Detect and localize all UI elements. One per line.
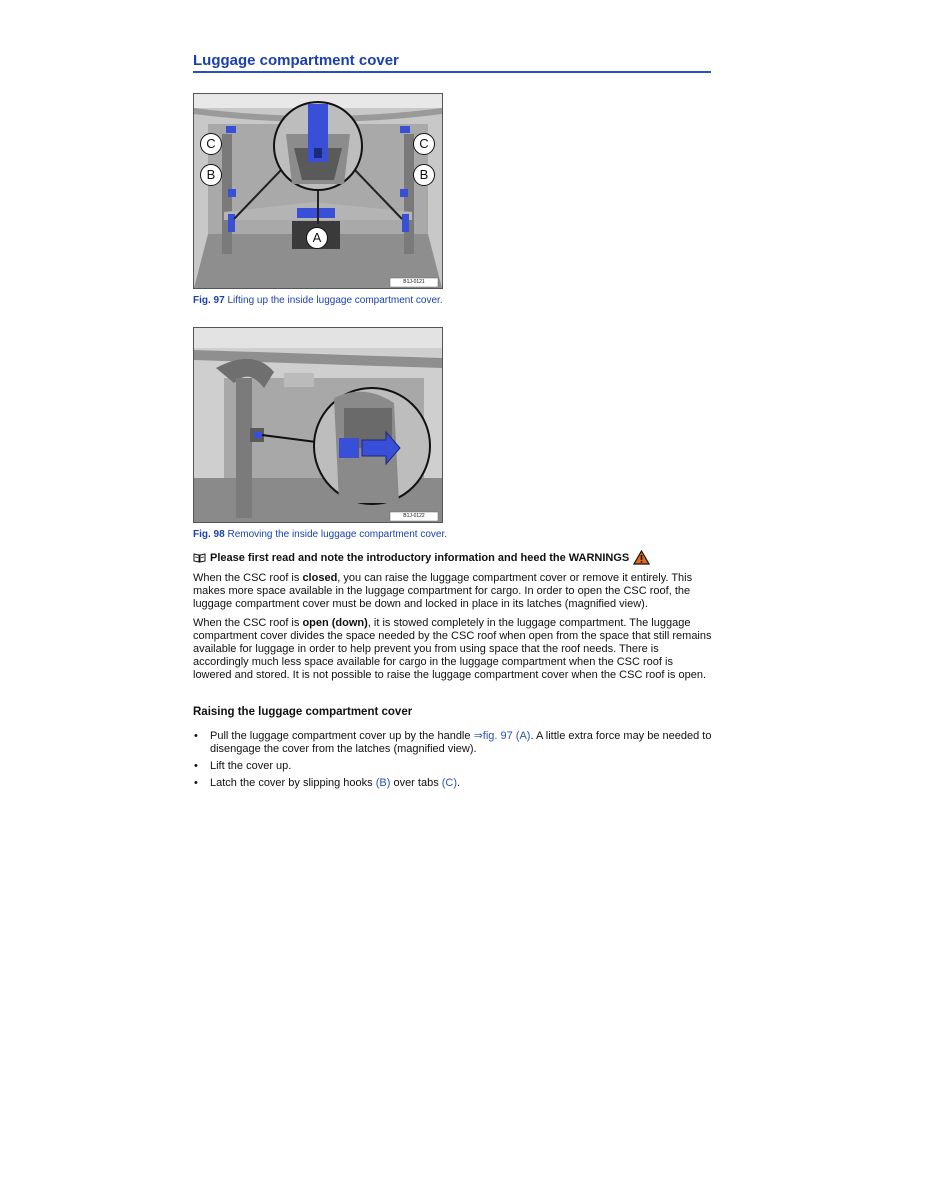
read-notice bbox=[193, 550, 650, 565]
emphasis-open: open (down) bbox=[302, 617, 368, 629]
paragraph-text: When the CSC roof is bbox=[193, 617, 303, 629]
figure-98-illustration bbox=[193, 327, 443, 523]
callout-a: A bbox=[306, 227, 328, 249]
figure-code: B1J-0122 bbox=[403, 513, 425, 519]
instruction-list bbox=[193, 730, 713, 794]
figure-98-drawing bbox=[194, 328, 442, 522]
tab-reference-link[interactable]: (C) bbox=[441, 777, 458, 789]
list-item-text: . bbox=[457, 777, 461, 789]
callout-b-left: B bbox=[200, 164, 222, 186]
paragraph-closed-roof bbox=[193, 572, 713, 611]
figure-label: Fig. 98 bbox=[193, 529, 225, 540]
figure-97-drawing bbox=[194, 94, 442, 288]
hook-reference-link[interactable]: (B) bbox=[375, 777, 391, 789]
callout-c-right: C bbox=[413, 133, 435, 155]
callout-c-left: C bbox=[200, 133, 222, 155]
notice-text: Please first read and note the introductory information and heed the WARNINGS bbox=[210, 551, 630, 564]
figure-code: B1J-0121 bbox=[403, 279, 425, 285]
list-item-text: Lift the cover up. bbox=[210, 760, 292, 772]
figure-98-caption bbox=[193, 529, 447, 540]
list-item bbox=[193, 777, 713, 790]
paragraph-open-roof bbox=[193, 617, 713, 682]
list-item-text: over tabs bbox=[390, 777, 442, 789]
warning-triangle-icon bbox=[633, 550, 650, 565]
figure-caption-text: Lifting up the inside luggage compartment cover. bbox=[224, 295, 443, 306]
book-icon bbox=[193, 552, 206, 563]
figure-reference-link[interactable]: ⇒fig. 97 (A) bbox=[473, 730, 531, 742]
paragraph-text: , it is stowed completely in the luggage compartment. The luggage compartment cover divides the space needed by the CSC roof when open from the space that still remains available for luggage in order to help prevent you from using space that the roof needs. There is accordingly much less space available for cargo in the luggage compartment when the CSC roof is lowered and stored. It is not possible to raise the luggage compartment cover when the CSC roof is open. bbox=[193, 617, 712, 681]
paragraph-text: , you can raise the luggage compartment cover or remove it entirely. This makes more space available in the luggage compartment for cargo. In order to open the CSC roof, the luggage compartment cover must be down and locked in place in its latches (magnified view). bbox=[193, 572, 693, 610]
emphasis-closed: closed bbox=[302, 572, 338, 584]
list-item-text: Pull the luggage compartment cover up by the handle bbox=[210, 730, 474, 742]
list-item bbox=[193, 730, 713, 756]
figure-label: Fig. 97 bbox=[193, 295, 225, 306]
figure-97-caption bbox=[193, 295, 443, 306]
figure-97-illustration bbox=[193, 93, 443, 289]
page-title: Luggage compartment cover bbox=[193, 52, 711, 73]
section-heading: Raising the luggage compartment cover bbox=[193, 706, 413, 718]
callout-b-right: B bbox=[413, 164, 435, 186]
list-item-text: Latch the cover by slipping hooks bbox=[210, 777, 376, 789]
list-item bbox=[193, 760, 713, 773]
figure-caption-text: Removing the inside luggage compartment cover. bbox=[224, 529, 448, 540]
list-item-text: . A little extra force may be needed to disengage the cover from the latches (magnified view). bbox=[210, 730, 712, 755]
paragraph-text: When the CSC roof is bbox=[193, 572, 303, 584]
